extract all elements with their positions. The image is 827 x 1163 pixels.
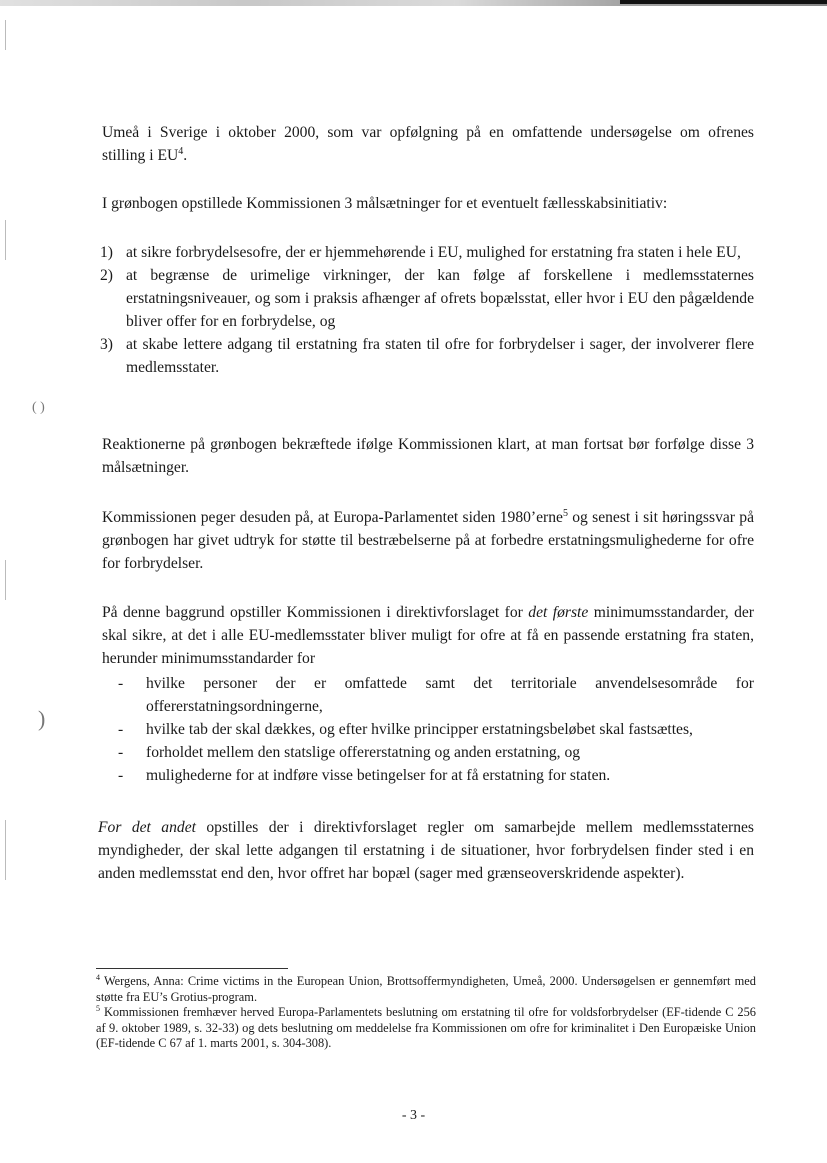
goal-item: 3) at skabe lettere adgang til erstatning fra staten til ofre for forbrydelser i sager, der involverer flere medlemsstater. <box>100 336 754 376</box>
scan-margin-line <box>5 20 6 50</box>
paragraph-commission: Kommissionen peger desuden på, at Europa-Parlamentet siden 1980’erne$^5$ og senest i sit høringssvar på grønbogen har givet udtryk for støtte til bestræbelserne på at forbedre erstatningsmulighederne for ofre for forbrydelser. <box>102 507 754 572</box>
goal-item: 2) at begrænse de urimelige virkninger, der kan følge af forskellene i medlemsstaternes erstatningsniveauer, og som i praksis afhænger af ofrets bopælsstat, eller hvor i EU den pågældende bliver offer for en forbrydelse, og <box>100 267 754 330</box>
paragraph-background: På denne baggrund opstiller Kommissionen i direktivforslaget for det første minimumsstandarder, der skal sikre, at det i alle EU-medlemsstater bliver muligt for ofre at få en passende erstatning fra staten, herunder minimumsstandarder for <box>102 604 754 667</box>
standard-item: - mulighederne for at indføre visse betingelser for at få erstatning for staten. <box>118 767 611 784</box>
paragraph-reactions: Reaktionerne på grønbogen bekræftede ifølge Kommissionen klart, at man fortsat bør forfølge disse 3 målsætninger. <box>102 436 754 476</box>
standard-item: - hvilke tab der skal dækkes, og efter hvilke principper erstatningsbeløbet skal fastsættes, <box>118 721 693 738</box>
page-number: - 3 - <box>401 1108 426 1123</box>
footnotes <box>96 974 756 1052</box>
footnote-ref-4: 4 <box>178 145 184 157</box>
scan-margin-line <box>5 820 6 880</box>
scan-margin-line <box>5 560 6 600</box>
paragraph-second: For det andet opstilles der i direktivforslaget regler om samarbejde mellem medlemsstaternes myndigheder, der skal lette adgangen til erstatning i de situationer, hvor forbrydelsen finder sted i en anden medlemsstat end den, hvor offret har bopæl (sager med grænseoverskridende aspekter). <box>98 819 754 882</box>
goal-item: 1) at sikre forbrydelsesofre, der er hjemmehørende i EU, mulighed for erstatning fra staten i hele EU, <box>100 244 741 261</box>
standards-list <box>118 672 754 787</box>
goals-list <box>100 241 754 379</box>
intro-line-1: Umeå i Sverige i oktober 2000, som var opfølgning på en omfattende undersøgelse om ofrenes <box>102 124 754 141</box>
scan-margin-mark: ) <box>38 706 46 731</box>
paragraph-greenbook: I grønbogen opstillede Kommissionen 3 målsætninger for et eventuelt fællesskabsinitiativ: <box>102 195 668 212</box>
footnote-5: $^5$ Kommissionen fremhæver herved Europa-Parlamentets beslutning om erstatning til ofre for voldsforbrydelser (EF-tidende C 256 af 9. oktober 1989, s. 32-33) og dets beslutning om meddelelse fra Kommissionen om ofre for kriminalitet i Den Europæiske Union (EF-tidende C 67 af 1. marts 2001, s. 304-308). <box>96 1003 756 1050</box>
intro-line-2: stilling i $EU^4$. <box>102 145 188 164</box>
scan-margin-line <box>5 220 6 260</box>
scan-margin-mark: ( ) <box>32 400 45 415</box>
scan-edge-dark <box>620 0 827 4</box>
footnote-4: $^4$ Wergens, Anna: Crime victims in the European Union, Brottsoffermyndigheten, Umeå, 2000. Undersøgelsen er gennemført med støtte fra EU’s Grotius-program. <box>96 972 756 1004</box>
footnote-divider <box>96 968 288 969</box>
footnote-ref-5: 5 <box>562 507 568 519</box>
standard-item: - forholdet mellem den statslige offererstatning og anden erstatning, og <box>118 744 581 761</box>
standard-item: - hvilke personer der er omfattede samt det territoriale anvendelsesområde for offererstatningsordningerne, <box>118 675 754 715</box>
paragraph-intro <box>102 121 754 167</box>
